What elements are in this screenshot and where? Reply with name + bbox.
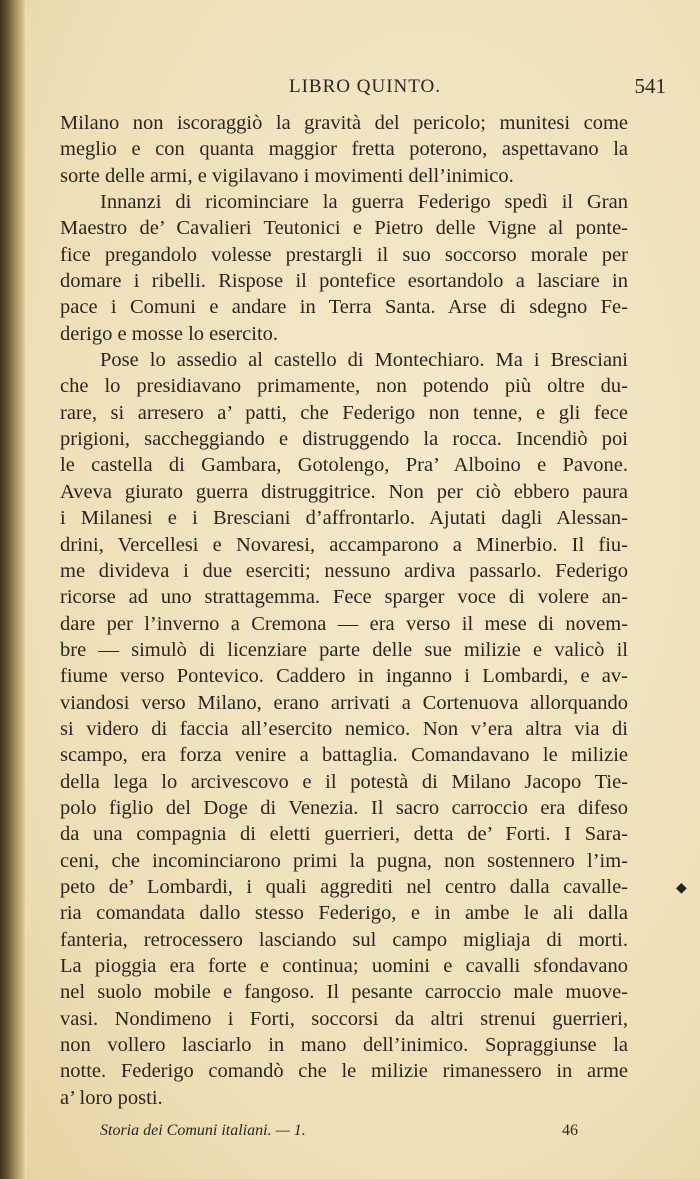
text-line: Milano non iscoraggiò la gravità del pericolo; munitesi come [60, 112, 628, 134]
text-line: fice pregandolo volesse prestargli il suo soccorso morale per [60, 243, 628, 266]
text-line: sorte delle armi, e vigilavano i movimenti dell’inimico. [60, 164, 514, 187]
text-line: derigo e mosse lo esercito. [60, 322, 279, 345]
text-line: nel suolo mobile e fangoso. Il pesante carroccio male muove- [60, 981, 628, 1004]
text-line: viandosi verso Milano, erano arrivati a Cortenuova allorquando [60, 691, 628, 714]
text-line: a’ loro posti. [60, 1086, 163, 1109]
text-line: pace i Comuni e andare in Terra Santa. Arse di sdegno Fe- [60, 296, 628, 319]
page-footer [100, 1122, 578, 1148]
text-line: della lega lo arcivescovo e il potestà di Milano Jacopo Tie- [60, 770, 628, 793]
text-line: i Milanesi e i Bresciani d’affrontarlo. Ajutati dagli Alessan- [60, 507, 628, 530]
text-line: Innanzi di ricominciare la guerra Federigo spedì il Gran [100, 191, 628, 214]
text-line: ceni, che incominciarono primi la pugna, non sostennero l’im- [60, 849, 628, 872]
text-line: drini, Vercellesi e Novaresi, accamparono a Minerbio. Il fiu- [60, 533, 628, 556]
text-line: polo figlio del Doge di Venezia. Il sacro carroccio era difeso [60, 796, 628, 819]
text-line: Pose lo assedio al castello di Montechiaro. Ma i Bresciani [100, 349, 628, 372]
text-line: che lo presidiavano primamente, non potendo più oltre du- [60, 375, 628, 398]
text-line: da una compagnia di eletti guerrieri, detta de’ Forti. I Sara- [60, 823, 628, 846]
text-line: meglio e con quanta maggior fretta poterono, aspettavano la [60, 138, 628, 161]
text-line: dare per l’inverno a Cremona — era verso il mese di novem- [60, 612, 628, 635]
text-line: fanteria, retrocessero lasciando sul campo migliaja di morti. [60, 928, 628, 951]
text-line: ricorse ad uno strattagemma. Fece sparger voce di volere an- [60, 586, 628, 609]
text-line: rare, si arresero a’ patti, che Federigo non tenne, e gli fece [60, 401, 628, 424]
text-line: fiume verso Pontevico. Caddero in inganno i Lombardi, e av- [60, 665, 628, 688]
text-line: La pioggia era forte e continua; uomini e cavalli sfondavano [60, 955, 628, 977]
text-line: le castella di Gambara, Gotolengo, Pra’ Alboino e Pavone. [60, 454, 628, 477]
signature-number: 46 [562, 1122, 578, 1139]
body-text [60, 110, 628, 1111]
text-line: me divideva i due eserciti; nessuno ardiva passarlo. Federigo [60, 559, 628, 582]
text-line: prigioni, saccheggiando e distruggendo la rocca. Incendiò poi [60, 428, 628, 451]
text-line: Maestro de’ Cavalieri Teutonici e Pietro delle Vigne al ponte- [60, 217, 628, 240]
text-line: scampo, era forza venire a battaglia. Comandavano le milizie [60, 744, 628, 767]
running-head: LIBRO QUINTO. [289, 76, 441, 97]
text-line: Aveva giurato guerra distruggitrice. Non per ciò ebbero paura [60, 480, 628, 503]
margin-mark: ◆ [676, 881, 687, 896]
text-line: si videro di faccia all’esercito nemico. Non v’era altra via di [60, 717, 628, 740]
text-line: peto de’ Lombardi, i quali aggrediti nel centro dalla cavalle- [60, 875, 628, 898]
text-line: domare i ribelli. Rispose il pontefice esortandolo a lasciare in [60, 270, 628, 293]
text-line: non vollero lasciarlo in mano dell’inimico. Sopraggiunse la [60, 1034, 628, 1057]
text-line: ria comandata dallo stesso Federigo, e in ambe le ali dalla [60, 902, 628, 925]
book-gutter [0, 0, 26, 1179]
text-line: vasi. Nondimeno i Forti, soccorsi da altri strenui guerrieri, [60, 1007, 628, 1030]
text-line: bre — simulò di licenziare parte delle sue milizie e valicò il [60, 638, 628, 661]
page-header [60, 74, 670, 104]
page-number: 541 [634, 74, 666, 98]
printer-signature: Storia dei Comuni italiani. — 1. [100, 1122, 306, 1139]
text-line: notte. Federigo comandò che le milizie rimanessero in arme [60, 1060, 628, 1083]
